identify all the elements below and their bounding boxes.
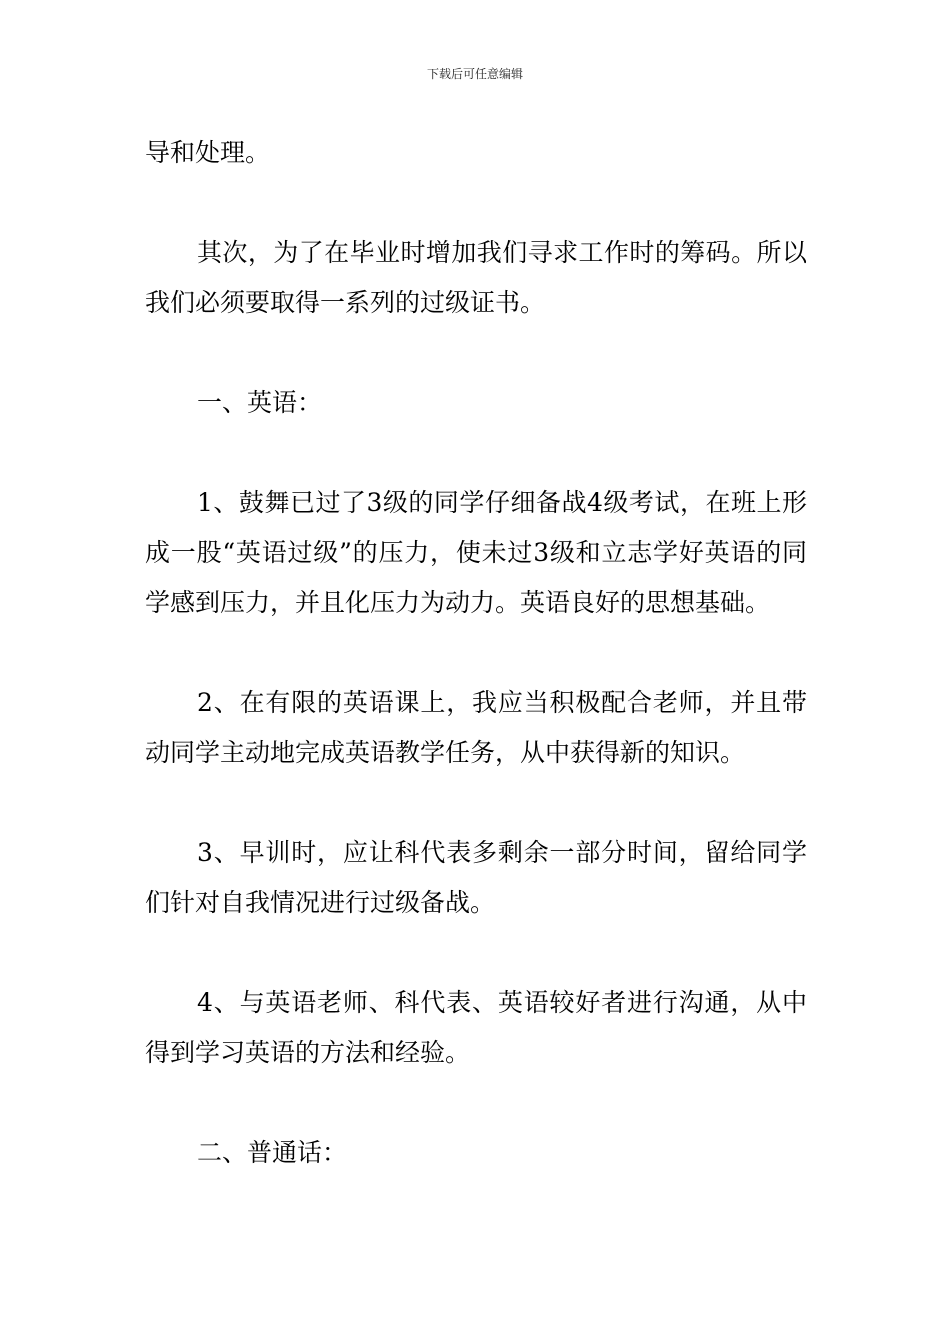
list-item-english-3: 3、早训时，应让科代表多剩余一部分时间，留给同学们针对自我情况进行过级备战。 (145, 838, 807, 917)
section-heading-english: 一、英语： (197, 388, 323, 417)
paragraph-certificates-intro: 其次，为了在毕业时增加我们寻求工作时的筹码。所以我们必须要取得一系列的过级证书。 (145, 238, 807, 317)
document-body (145, 128, 807, 1228)
paragraph-continuation: 导和处理。 (145, 138, 271, 167)
list-item-english-1: 1、鼓舞已过了3级的同学仔细备战4级考试，在班上形成一股“英语过级”的压力，使未过3级和立志学好英语的同学感到压力，并且化压力为动力。英语良好的思想基础。 (145, 488, 807, 617)
page-header: 下载后可任意编辑 (426, 67, 523, 81)
section-heading-mandarin: 二、普通话： (197, 1138, 348, 1167)
list-item-english-4: 4、与英语老师、科代表、英语较好者进行沟通，从中得到学习英语的方法和经验。 (145, 988, 807, 1067)
list-item-english-2: 2、在有限的英语课上，我应当积极配合老师，并且带动同学主动地完成英语教学任务，从中获得新的知识。 (145, 688, 807, 767)
